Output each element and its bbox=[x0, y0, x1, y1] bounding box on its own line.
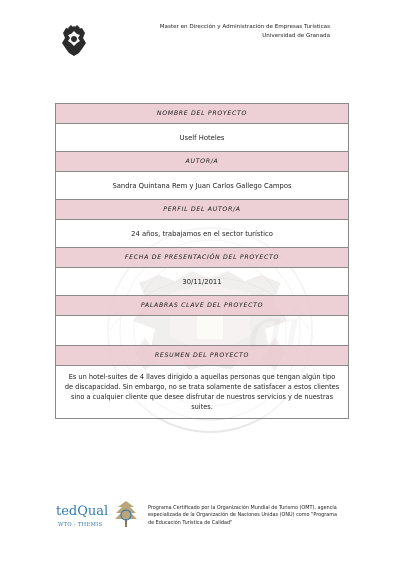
author-value: Sandra Quintana Rem y Juan Carlos Gallego Campos bbox=[112, 181, 292, 190]
summary-value-row bbox=[56, 366, 348, 418]
university-crest-icon bbox=[60, 25, 88, 57]
date-value-row bbox=[56, 268, 348, 296]
wto-themis-text: WTO - THEMIS bbox=[58, 522, 103, 528]
page-footer bbox=[0, 495, 400, 540]
summary-label-row bbox=[56, 346, 348, 366]
date-label: FECHA DE PRESENTACIÓN DEL PROYECTO bbox=[124, 254, 280, 261]
project-name-value: Uself Hoteles bbox=[179, 133, 225, 142]
project-info-table bbox=[55, 103, 349, 419]
date-value: 30/11/2011 bbox=[182, 277, 222, 286]
summary-label: RESUMEN DEL PROYECTO bbox=[154, 352, 250, 359]
tedqual-logo-text: tedQual bbox=[56, 504, 109, 519]
project-name-label-row bbox=[56, 104, 348, 124]
keywords-label: PALABRAS CLAVE DEL PROYECTO bbox=[140, 302, 264, 309]
profile-value-row bbox=[56, 220, 348, 248]
university-name: Universidad de Granada bbox=[262, 32, 330, 39]
project-name-label: NOMBRE DEL PROYECTO bbox=[156, 110, 248, 117]
author-value-row bbox=[56, 172, 348, 200]
profile-label-row bbox=[56, 200, 348, 220]
author-label-row bbox=[56, 152, 348, 172]
certification-text: Programa Certificado por la Organización Mundial de Turismo (OMT), agencia especializada de la Organización de Naciones Unidas (ONU) como "Programa de Educación Turística de Calidad" bbox=[148, 505, 337, 526]
tedqual-logo bbox=[56, 495, 128, 535]
page-header bbox=[0, 20, 400, 58]
project-name-value-row bbox=[56, 124, 348, 152]
summary-value: Es un hotel-suites de 4 llaves dirigido a aquellas personas que tengan algún tipo de discapacidad. Sin embargo, no se trata solamente de satisfacer a estos clientes sino a cualquier cliente que desee disfrutar de nuestros servicios y de nuestras suites. bbox=[64, 372, 340, 412]
program-title: Master en Dirección y Administración de Empresas Turísticas bbox=[159, 24, 330, 30]
header-text bbox=[160, 23, 330, 40]
profile-value: 24 años, trabajamos en el sector turístico bbox=[131, 229, 273, 238]
tree-logo-icon bbox=[114, 499, 138, 529]
author-label: AUTOR/A bbox=[185, 158, 219, 165]
profile-label: PERFIL DEL AUTOR/A bbox=[163, 206, 241, 213]
keywords-value-row bbox=[56, 316, 348, 346]
date-label-row bbox=[56, 248, 348, 268]
keywords-label-row bbox=[56, 296, 348, 316]
